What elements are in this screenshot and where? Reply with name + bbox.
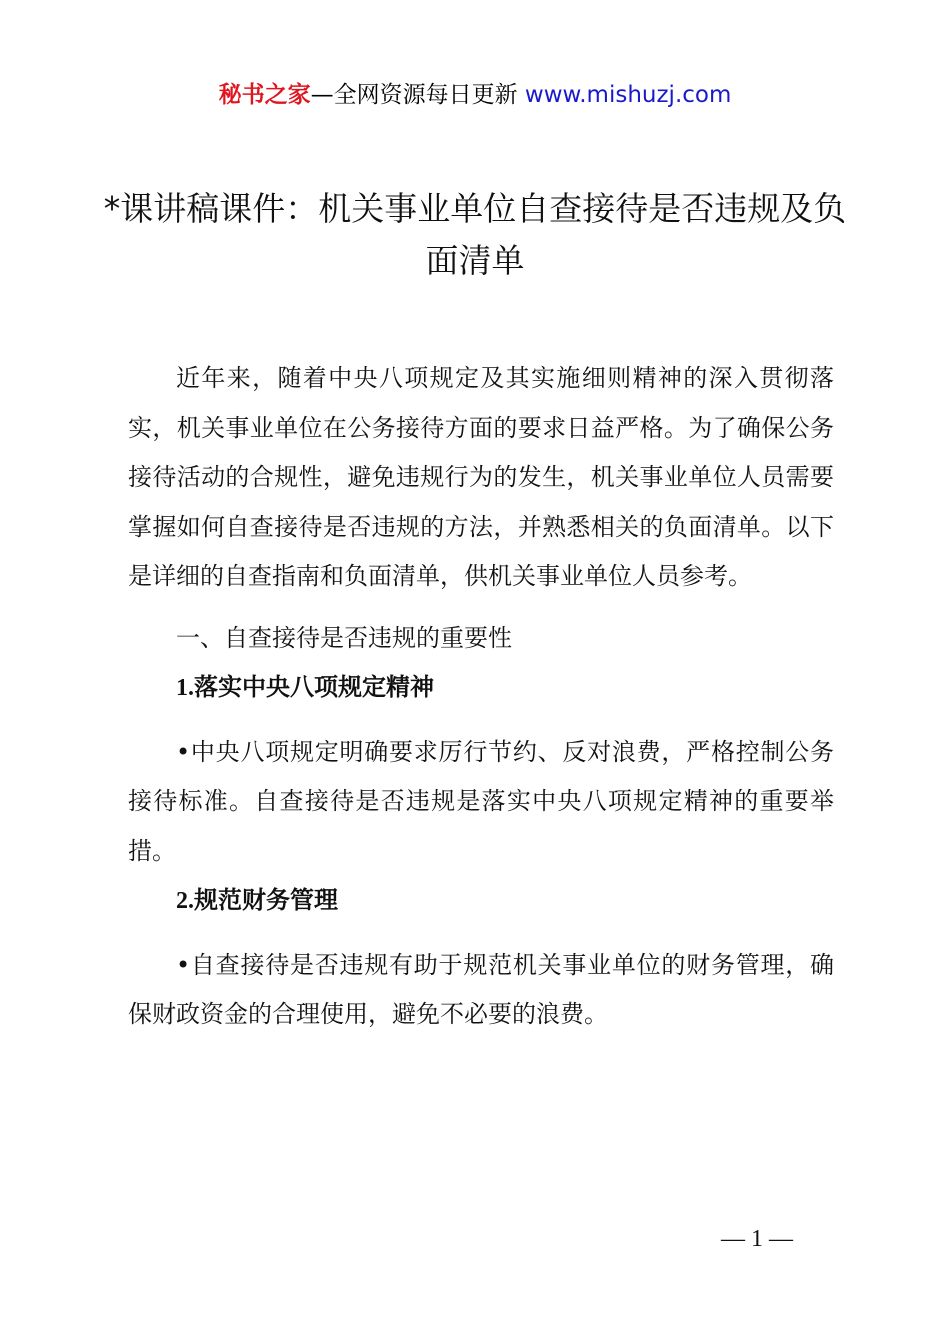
item-2-heading [128,876,834,927]
page-number: — 1 — [721,1226,793,1252]
header-separator: — [310,82,334,108]
site-url-link[interactable]: www.mishuzj.com [524,82,732,108]
item-2-title: 规范财务管理 [194,886,338,914]
item-1-title: 落实中央八项规定精神 [194,673,434,701]
item-1-number: 1. [176,675,194,701]
intro-paragraph: 近年来，随着中央八项规定及其实施细则精神的深入贯彻落实，机关事业单位在公务接待方面的要求日益严格。为了确保公务接待活动的合规性，避免违规行为的发生，机关事业单位人员需要掌握如何自查接待是否违规的方法，并熟悉相关的负面清单。以下是详细的自查指南和负面清单，供机关事业单位人员参考。 [128,364,834,590]
item-2-bullet: •自查接待是否违规有助于规范机关事业单位的财务管理，确保财政资金的合理使用，避免不必要的浪费。 [128,950,834,1028]
item-1-heading [128,663,834,714]
item-1-bullet: •中央八项规定明确要求厉行节约、反对浪费，严格控制公务接待标准。自查接待是否违规是落实中央八项规定精神的重要举措。 [128,737,834,865]
section-1-heading: 一、自查接待是否违规的重要性 [176,623,512,652]
document-body [128,354,834,1040]
brand-name: 秘书之家 [218,82,311,108]
document-title: *课讲稿课件：机关事业单位自查接待是否违规及负面清单 [103,189,847,280]
item-2-number: 2. [176,888,194,914]
site-header [0,78,950,112]
header-tagline: 全网资源每日更新 [333,82,518,108]
